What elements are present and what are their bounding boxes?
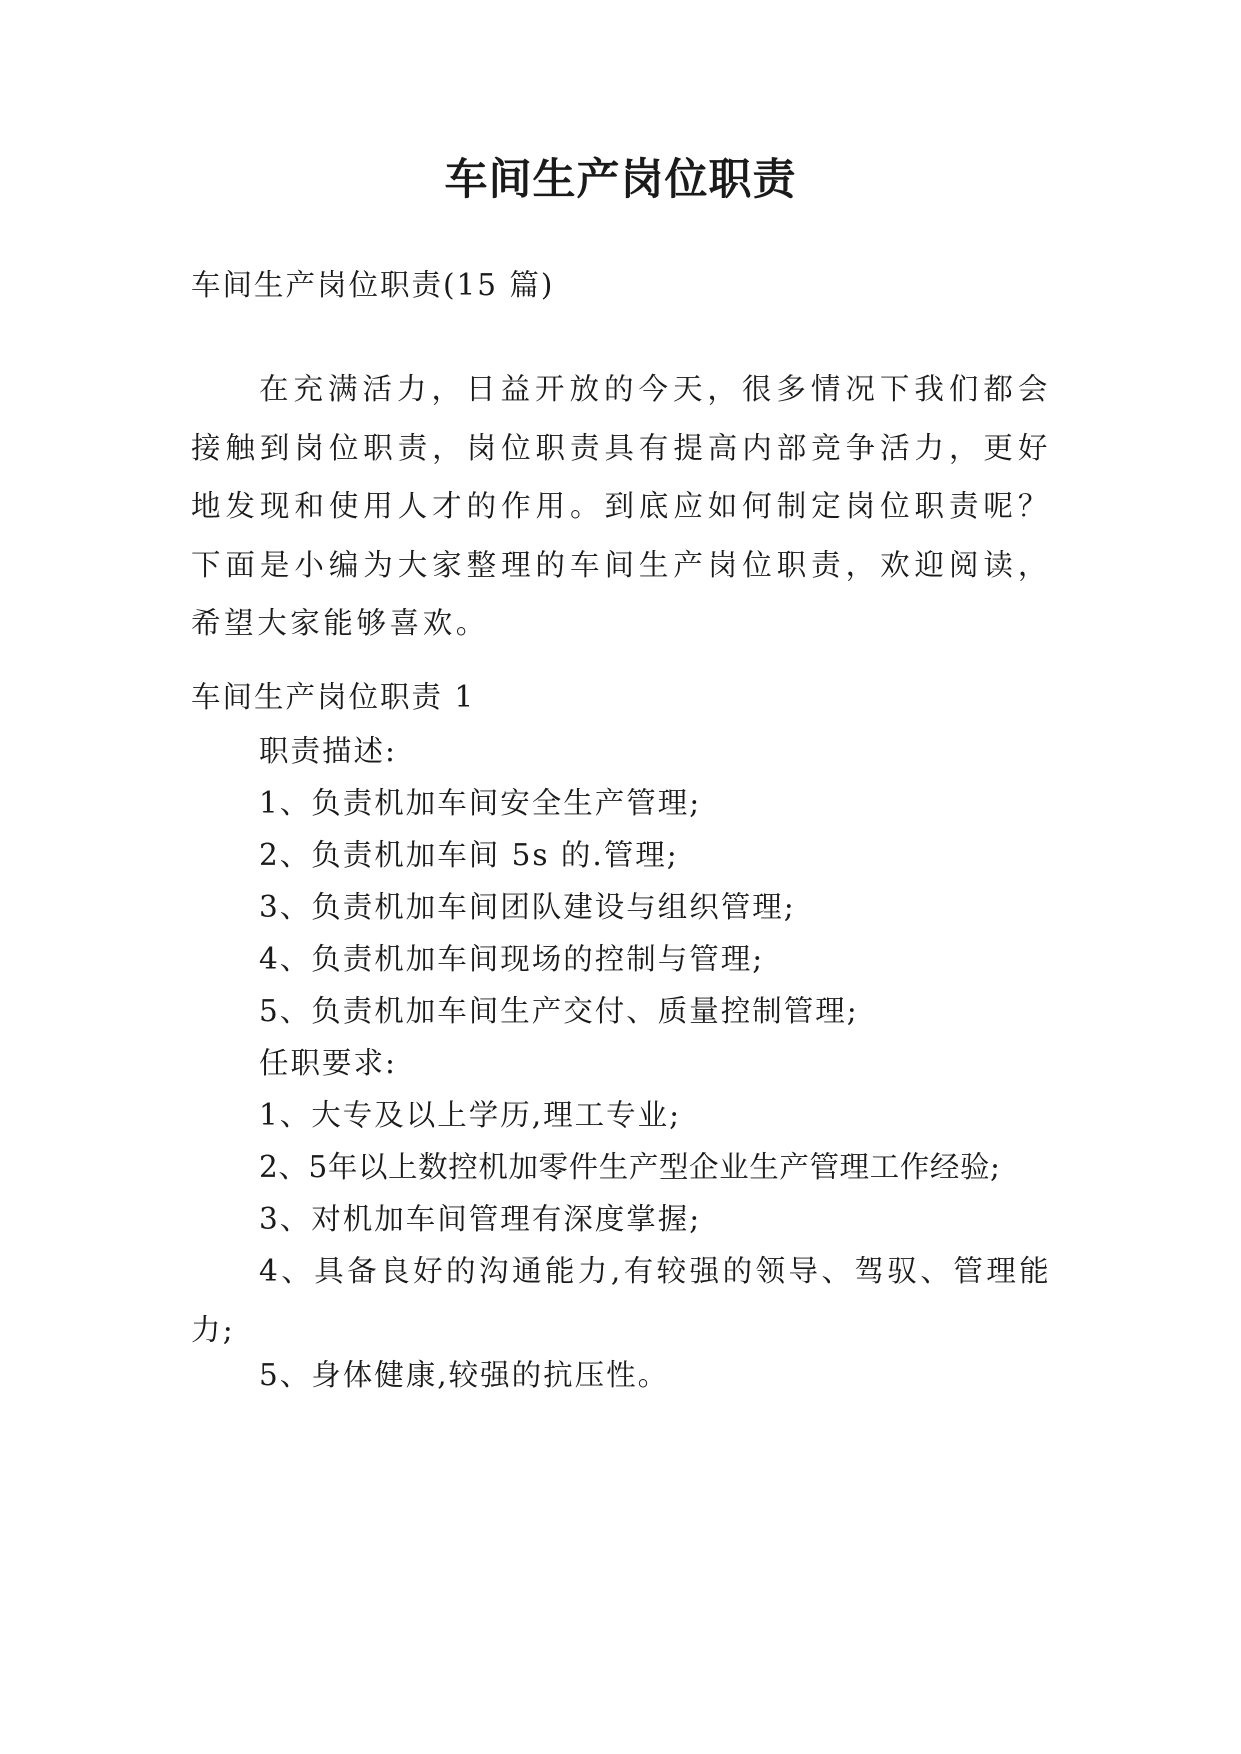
duty-item: 5、负责机加车间生产交付、质量控制管理; bbox=[259, 994, 859, 1028]
requirement-item: 1、大专及以上学历,理工专业; bbox=[259, 1098, 682, 1132]
intro-paragraph: 在充满活力，日益开放的今天，很多情况下我们都会接触到岗位职责，岗位职责具有提高内部竞争活力，更好地发现和使用人才的作用。到底应如何制定岗位职责呢？下面是小编为大家整理的车间生产岗位职责，欢迎阅读，希望大家能够喜欢。 bbox=[191, 372, 1051, 640]
requirement-item: 4、具备良好的沟通能力,有较强的领导、驾驭、管理能力; bbox=[191, 1254, 1051, 1347]
document-title: 车间生产岗位职责 bbox=[444, 155, 797, 205]
requirement-item: 5、身体健康,较强的抗压性。 bbox=[259, 1358, 670, 1392]
duty-item: 4、负责机加车间现场的控制与管理; bbox=[259, 942, 765, 976]
requirements-heading: 任职要求: bbox=[259, 1046, 397, 1080]
duties-heading: 职责描述: bbox=[259, 734, 397, 768]
requirement-item: 2、5年以上数控机加零件生产型企业生产管理工作经验; bbox=[259, 1150, 1001, 1184]
duty-item: 1、负责机加车间安全生产管理; bbox=[259, 786, 702, 820]
duty-item: 2、负责机加车间 5s 的.管理; bbox=[259, 838, 679, 872]
requirement-item: 3、对机加车间管理有深度掌握; bbox=[259, 1202, 702, 1236]
document-subtitle: 车间生产岗位职责(15 篇) bbox=[191, 268, 555, 302]
section-heading: 车间生产岗位职责 1 bbox=[191, 680, 476, 714]
duty-item: 3、负责机加车间团队建设与组织管理; bbox=[259, 890, 796, 924]
